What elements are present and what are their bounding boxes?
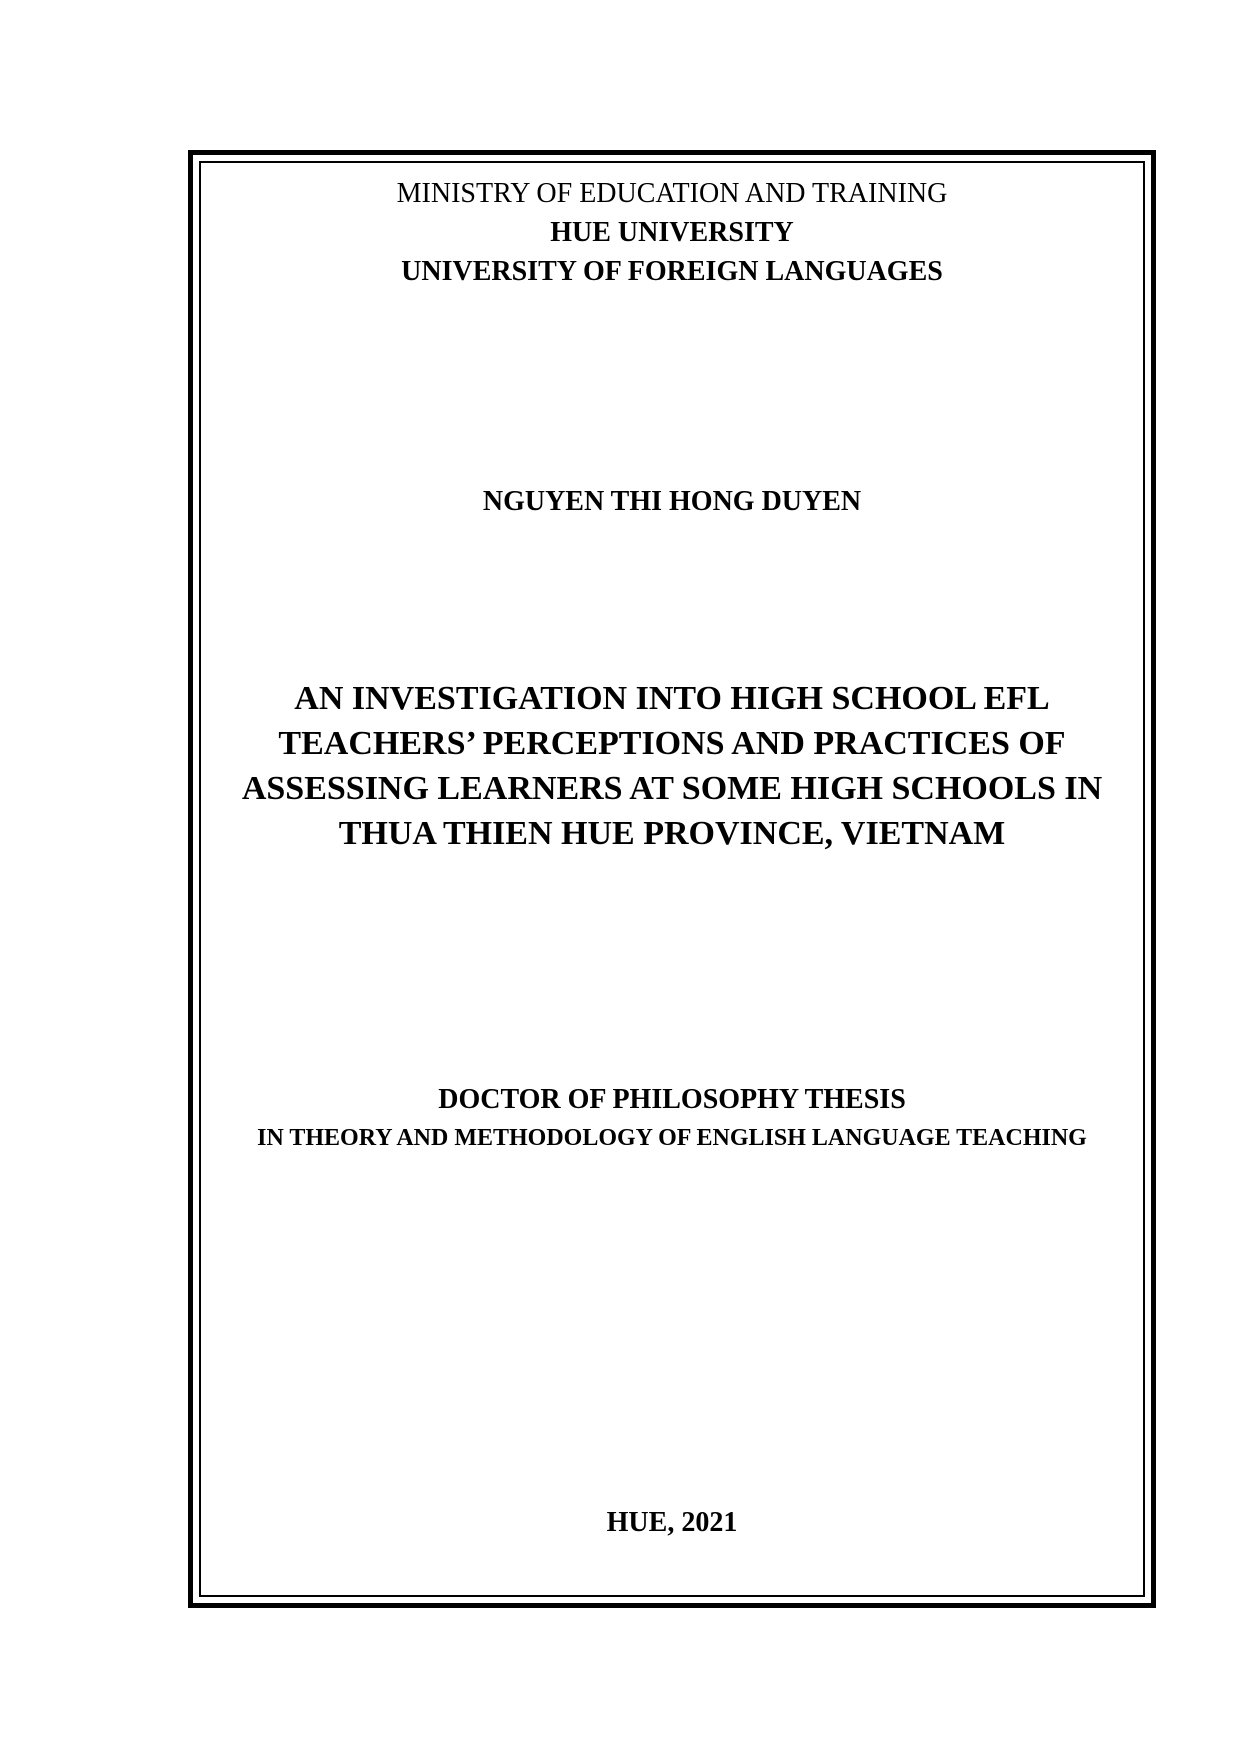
university-heading: HUE UNIVERSITY [550,217,794,248]
place-and-year: HUE, 2021 [606,1507,738,1538]
thesis-title-line: THUA THIEN HUE PROVINCE, VIETNAM [338,815,1006,852]
degree-type: DOCTOR OF PHILOSOPHY THESIS [438,1084,906,1115]
thesis-title [188,676,1156,856]
thesis-title-line: TEACHERS’ PERCEPTIONS AND PRACTICES OF [278,725,1066,762]
ministry-heading: MINISTRY OF EDUCATION AND TRAINING [396,178,948,209]
degree-field: IN THEORY AND METHODOLOGY OF ENGLISH LANGUAGE TEACHING [257,1125,1087,1151]
author-name: NGUYEN THI HONG DUYEN [482,486,862,517]
thesis-title-line: ASSESSING LEARNERS AT SOME HIGH SCHOOLS IN [241,770,1103,807]
faculty-heading: UNIVERSITY OF FOREIGN LANGUAGES [401,256,943,287]
page-border-inner [199,161,1145,1597]
thesis-title-line: AN INVESTIGATION INTO HIGH SCHOOL EFL [294,680,1050,717]
